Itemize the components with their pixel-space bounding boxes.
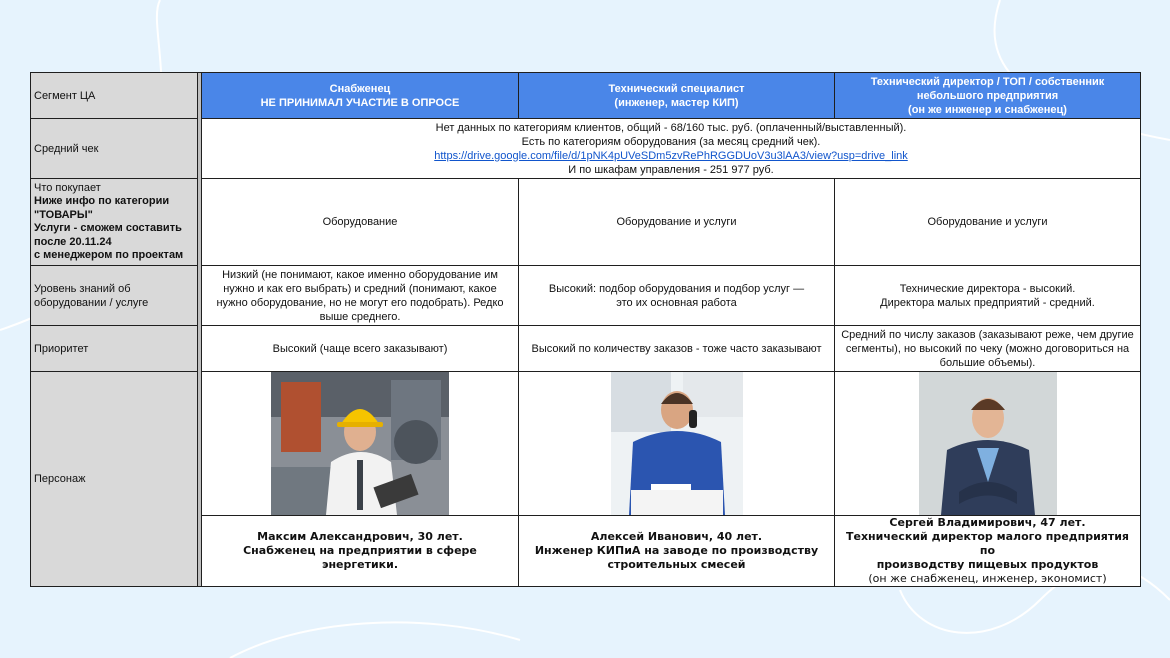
priority-row [31,326,1141,372]
knowledge-tech-director: Технические директора - высокий. Директора малых предприятий - средний. [835,266,1141,326]
priority-tech-director: Средний по числу заказов (заказывают реже, чем другие сегменты), но высокий по чеку (можно договориться на большие объемы). [835,326,1141,372]
supplier-engineer-photo [271,372,449,515]
header-tech-director: Технический директор / ТОП / собственник небольшого предприятия (он же инженер и снабженец) [835,73,1141,119]
avg-check-line2: Есть по категориям оборудования (за месяц средний чек). [521,135,821,148]
persona-supplier-role: Снабженец на предприятии в сфере энергетики. [243,544,477,571]
avg-check-row [31,119,1141,179]
persona-photo-director-cell [835,372,1141,516]
persona-tech-director: Сергей Владимирович, 47 лет. Технический директор малого предприятия по производству пищевых продуктов (он же снабженец, инженер, экономист) [835,516,1141,587]
buys-label: Что покупает Ниже инфо по категории "ТОВАРЫ" Услуги - сможем составить после 20.11.24 с менеджером по проектам [31,179,198,266]
buys-tech-director: Оборудование и услуги [835,179,1141,266]
persona-photo-supplier-cell [202,372,519,516]
knowledge-tech-specialist: Высокий: подбор оборудования и подбор услуг — это их основная работа [519,266,835,326]
header-supplier: Снабженец НЕ ПРИНИМАЛ УЧАСТИЕ В ОПРОСЕ [202,73,519,119]
avg-check-cell [202,119,1141,179]
persona-tech-name: Алексей Иванович, 40 лет. [590,530,763,543]
drive-link[interactable]: https://drive.google.com/file/d/1pNK4pUVeSDm5zvRePhRGGDUoV3u3lAA3/view?usp=drive_link [434,149,908,162]
priority-label: Приоритет [31,326,198,372]
priority-supplier: Высокий (чаще всего заказывают) [202,326,519,372]
knowledge-row [31,266,1141,326]
segment-label: Сегмент ЦА [31,73,198,119]
avg-check-line1: Нет данных по категориям клиентов, общий - 68/160 тыс. руб. (оплаченный/выставленный). [435,121,907,134]
segment-table [30,72,1141,587]
header-row [31,73,1141,119]
persona-photo-row [31,372,1141,516]
persona-tech-specialist: Алексей Иванович, 40 лет. Инженер КИПиА на заводе по производству строительных смесей [519,516,835,587]
tech-specialist-photo [611,372,743,515]
persona-supplier-name: Максим Александрович, 30 лет. [257,530,463,543]
buys-tech-specialist: Оборудование и услуги [519,179,835,266]
persona-director-name: Сергей Владимирович, 47 лет. [889,516,1086,529]
priority-tech-specialist: Высокий по количеству заказов - тоже часто заказывают [519,326,835,372]
avg-check-label: Средний чек [31,119,198,179]
buys-row [31,179,1141,266]
tech-director-photo [919,372,1057,515]
persona-supplier [202,516,519,587]
avg-check-line3: И по шкафам управления - 251 977 руб. [568,163,774,176]
header-tech-specialist: Технический специалист (инженер, мастер КИП) [519,73,835,119]
knowledge-label: Уровень знаний об оборудовании / услуге [31,266,198,326]
buys-supplier: Оборудование [202,179,519,266]
persona-label: Персонаж [31,372,198,587]
knowledge-supplier: Низкий (не понимают, какое именно оборудование им нужно и как его выбрать) и средний (понимают, какое нужно оборудование, но не могут его подобрать). Редко выше среднего. [202,266,519,326]
persona-photo-tech-cell [519,372,835,516]
